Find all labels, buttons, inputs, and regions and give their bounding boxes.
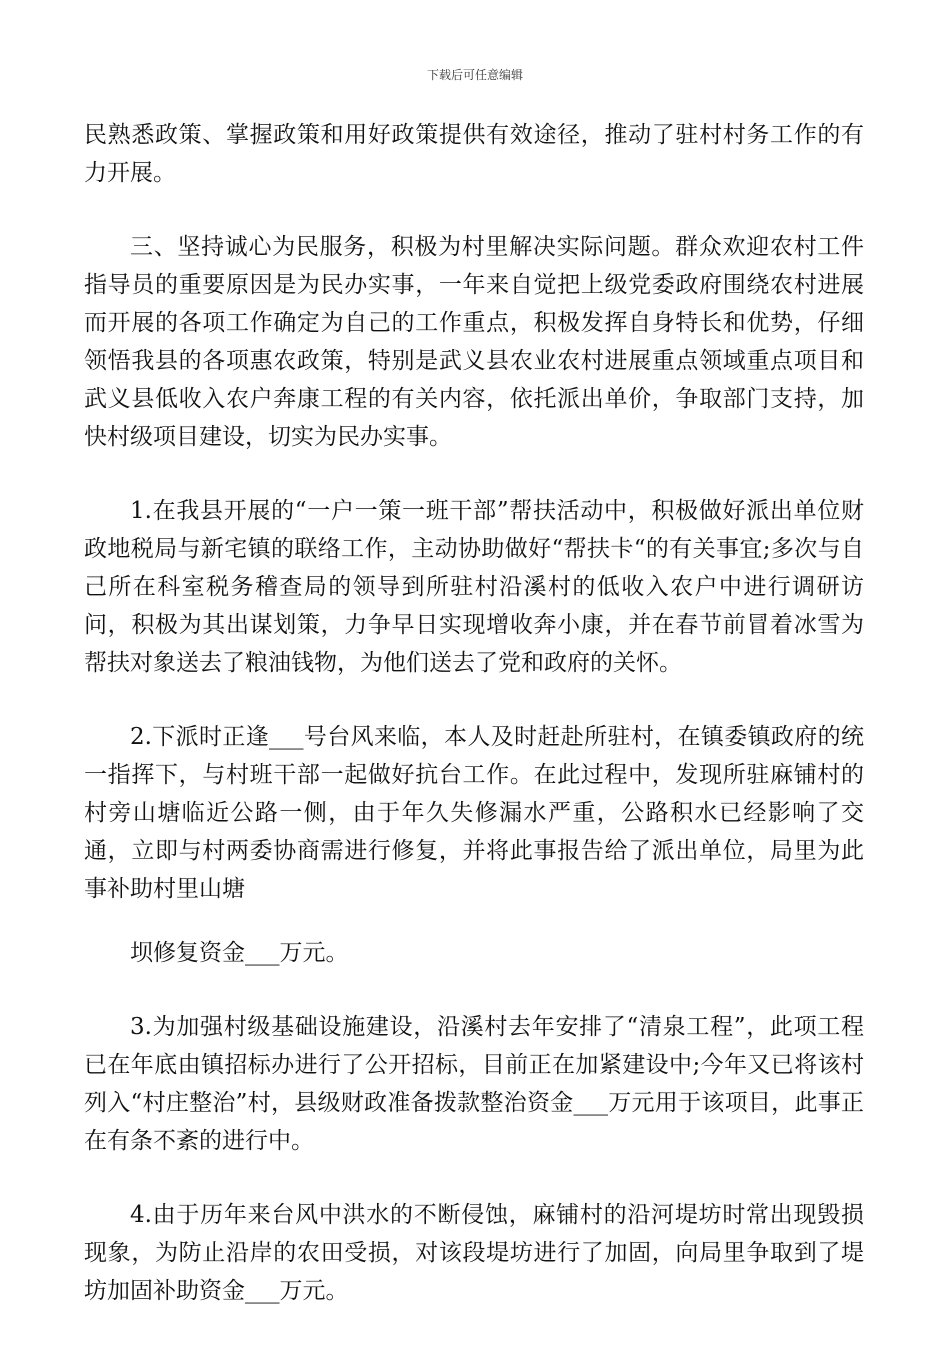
paragraph-2: 三、坚持诚心为民服务，积极为村里解决实际问题。群众欢迎农村工件指导员的重要原因是为民办实事，一年来自觉把上级党委政府围绕农村进展而开展的各项工作确定为自己的工作重点，积极发挥自身特长和优势，仔细领悟我县的各项惠农政策，特别是武义县农业农村进展重点领域重点项目和武义县低收入农户奔康工程的有关内容，依托派出单价，争取部门支持，加快村级项目建设，切实为民办实事。 <box>84 234 864 450</box>
header-note: 下载后可任意编辑 <box>426 68 523 82</box>
paragraph-3: 1.在我县开展的“一户一策一班干部”帮扶活动中，积极做好派出单位财政地税局与新宅镇的联络工作，主动协助做好“帮扶卡“的有关事宜;多次与自己所在科室税务稽查局的领导到所驻村沿溪村的低收入农户中进行调研访问，积极为其出谋划策，力争早日实现增收奔小康，并在春节前冒着冰雪为帮扶对象送去了粮油钱物，为他们送去了党和政府的关怀。 <box>84 498 864 676</box>
paragraph-5: 坝修复资金___万元。 <box>130 940 349 966</box>
paragraph-4: 2.下派时正逢___号台风来临，本人及时赶赴所驻村，在镇委镇政府的统一指挥下，与村班干部一起做好抗台工作。在此过程中，发现所驻麻铺村的村旁山塘临近公路一侧，由于年久失修漏水严重，公路积水已经影响了交通，立即与村两委协商需进行修复，并将此事报告给了派出单位，局里为此事补助村里山塘 <box>84 724 864 902</box>
paragraph-7: 4.由于历年来台风中洪水的不断侵蚀，麻铺村的沿河堤坊时常出现毁损现象，为防止沿岸的农田受损，对该段堤坊进行了加固，向局里争取到了堤坊加固补助资金___万元。 <box>84 1202 864 1304</box>
paragraph-6: 3.为加强村级基础设施建设，沿溪村去年安排了“清泉工程”，此项工程已在年底由镇招标办进行了公开招标，目前正在加紧建设中;今年又已将该村列入“村庄整治”村，县级财政准备拨款整治资金___万元用于该项目，此事正在有条不紊的进行中。 <box>84 1014 864 1154</box>
paragraph-1: 民熟悉政策、掌握政策和用好政策提供有效途径，推动了驻村村务工作的有力开展。 <box>84 122 864 186</box>
document-body <box>84 116 864 1346</box>
